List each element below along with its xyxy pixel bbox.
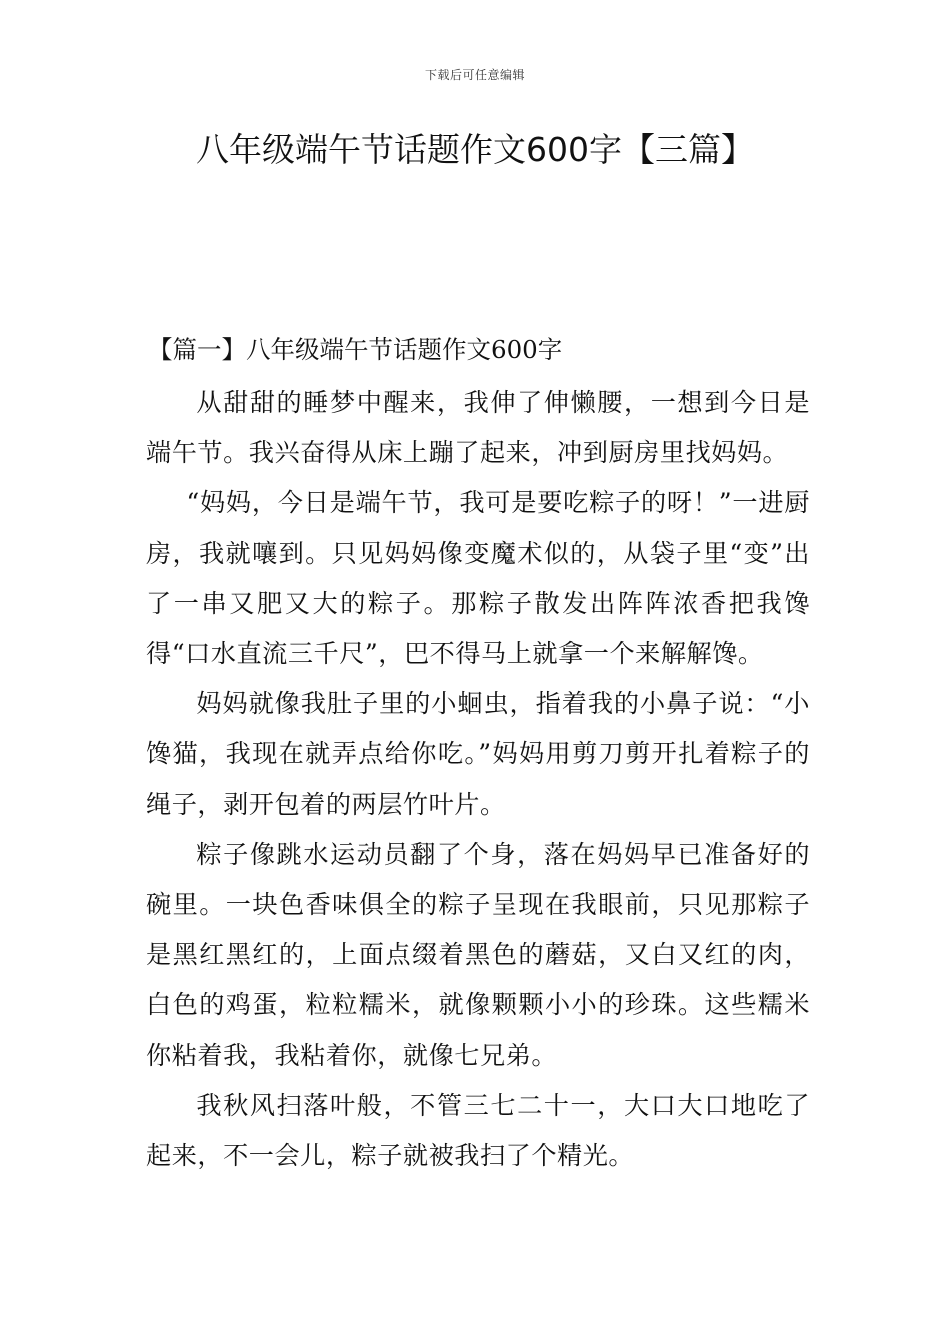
- paragraph-5: 我秋风扫落叶般，不管三七二十一，大口大口地吃了起来，不一会儿，粽子就被我扫了个精光。: [146, 1090, 810, 1171]
- paragraph-1: 从甜甜的睡梦中醒来，我伸了伸懒腰，一想到今日是端午节。我兴奋得从床上蹦了起来，冲到厨房里找妈妈。: [146, 388, 810, 468]
- document-title: 八年级端午节话题作文600字【三篇】: [196, 130, 754, 169]
- essay-body: [146, 378, 810, 1181]
- paragraph-4: 粽子像跳水运动员翻了个身，落在妈妈早已准备好的碗里。一块色香味俱全的粽子呈现在我眼前，只见那粽子是黑红黑红的，上面点缀着黑色的蘑菇，又白又红的肉，白色的鸡蛋，粒粒糯米，就像颗颗小小的珍珠。这些糯米你粘着我，我粘着你，就像七兄弟。: [146, 839, 810, 1070]
- paragraph-2: “妈妈，今日是端午节，我可是要吃粽子的呀！”一进厨房，我就嚷到。只见妈妈像变魔术似的，从袋子里“变”出了一串又肥又大的粽子。那粽子散发出阵阵浓香把我馋得“口水直流三千尺”，巴不得马上就拿一个来解解馋。: [146, 488, 810, 669]
- paragraph-3: 妈妈就像我肚子里的小蛔虫，指着我的小鼻子说：“小馋猫，我现在就弄点给你吃。”妈妈用剪刀剪开扎着粽子的绳子，剥开包着的两层竹叶片。: [146, 689, 810, 819]
- header-note: 下载后可任意编辑: [424, 68, 525, 82]
- section-heading: 【篇一】八年级端午节话题作文600字: [148, 335, 563, 364]
